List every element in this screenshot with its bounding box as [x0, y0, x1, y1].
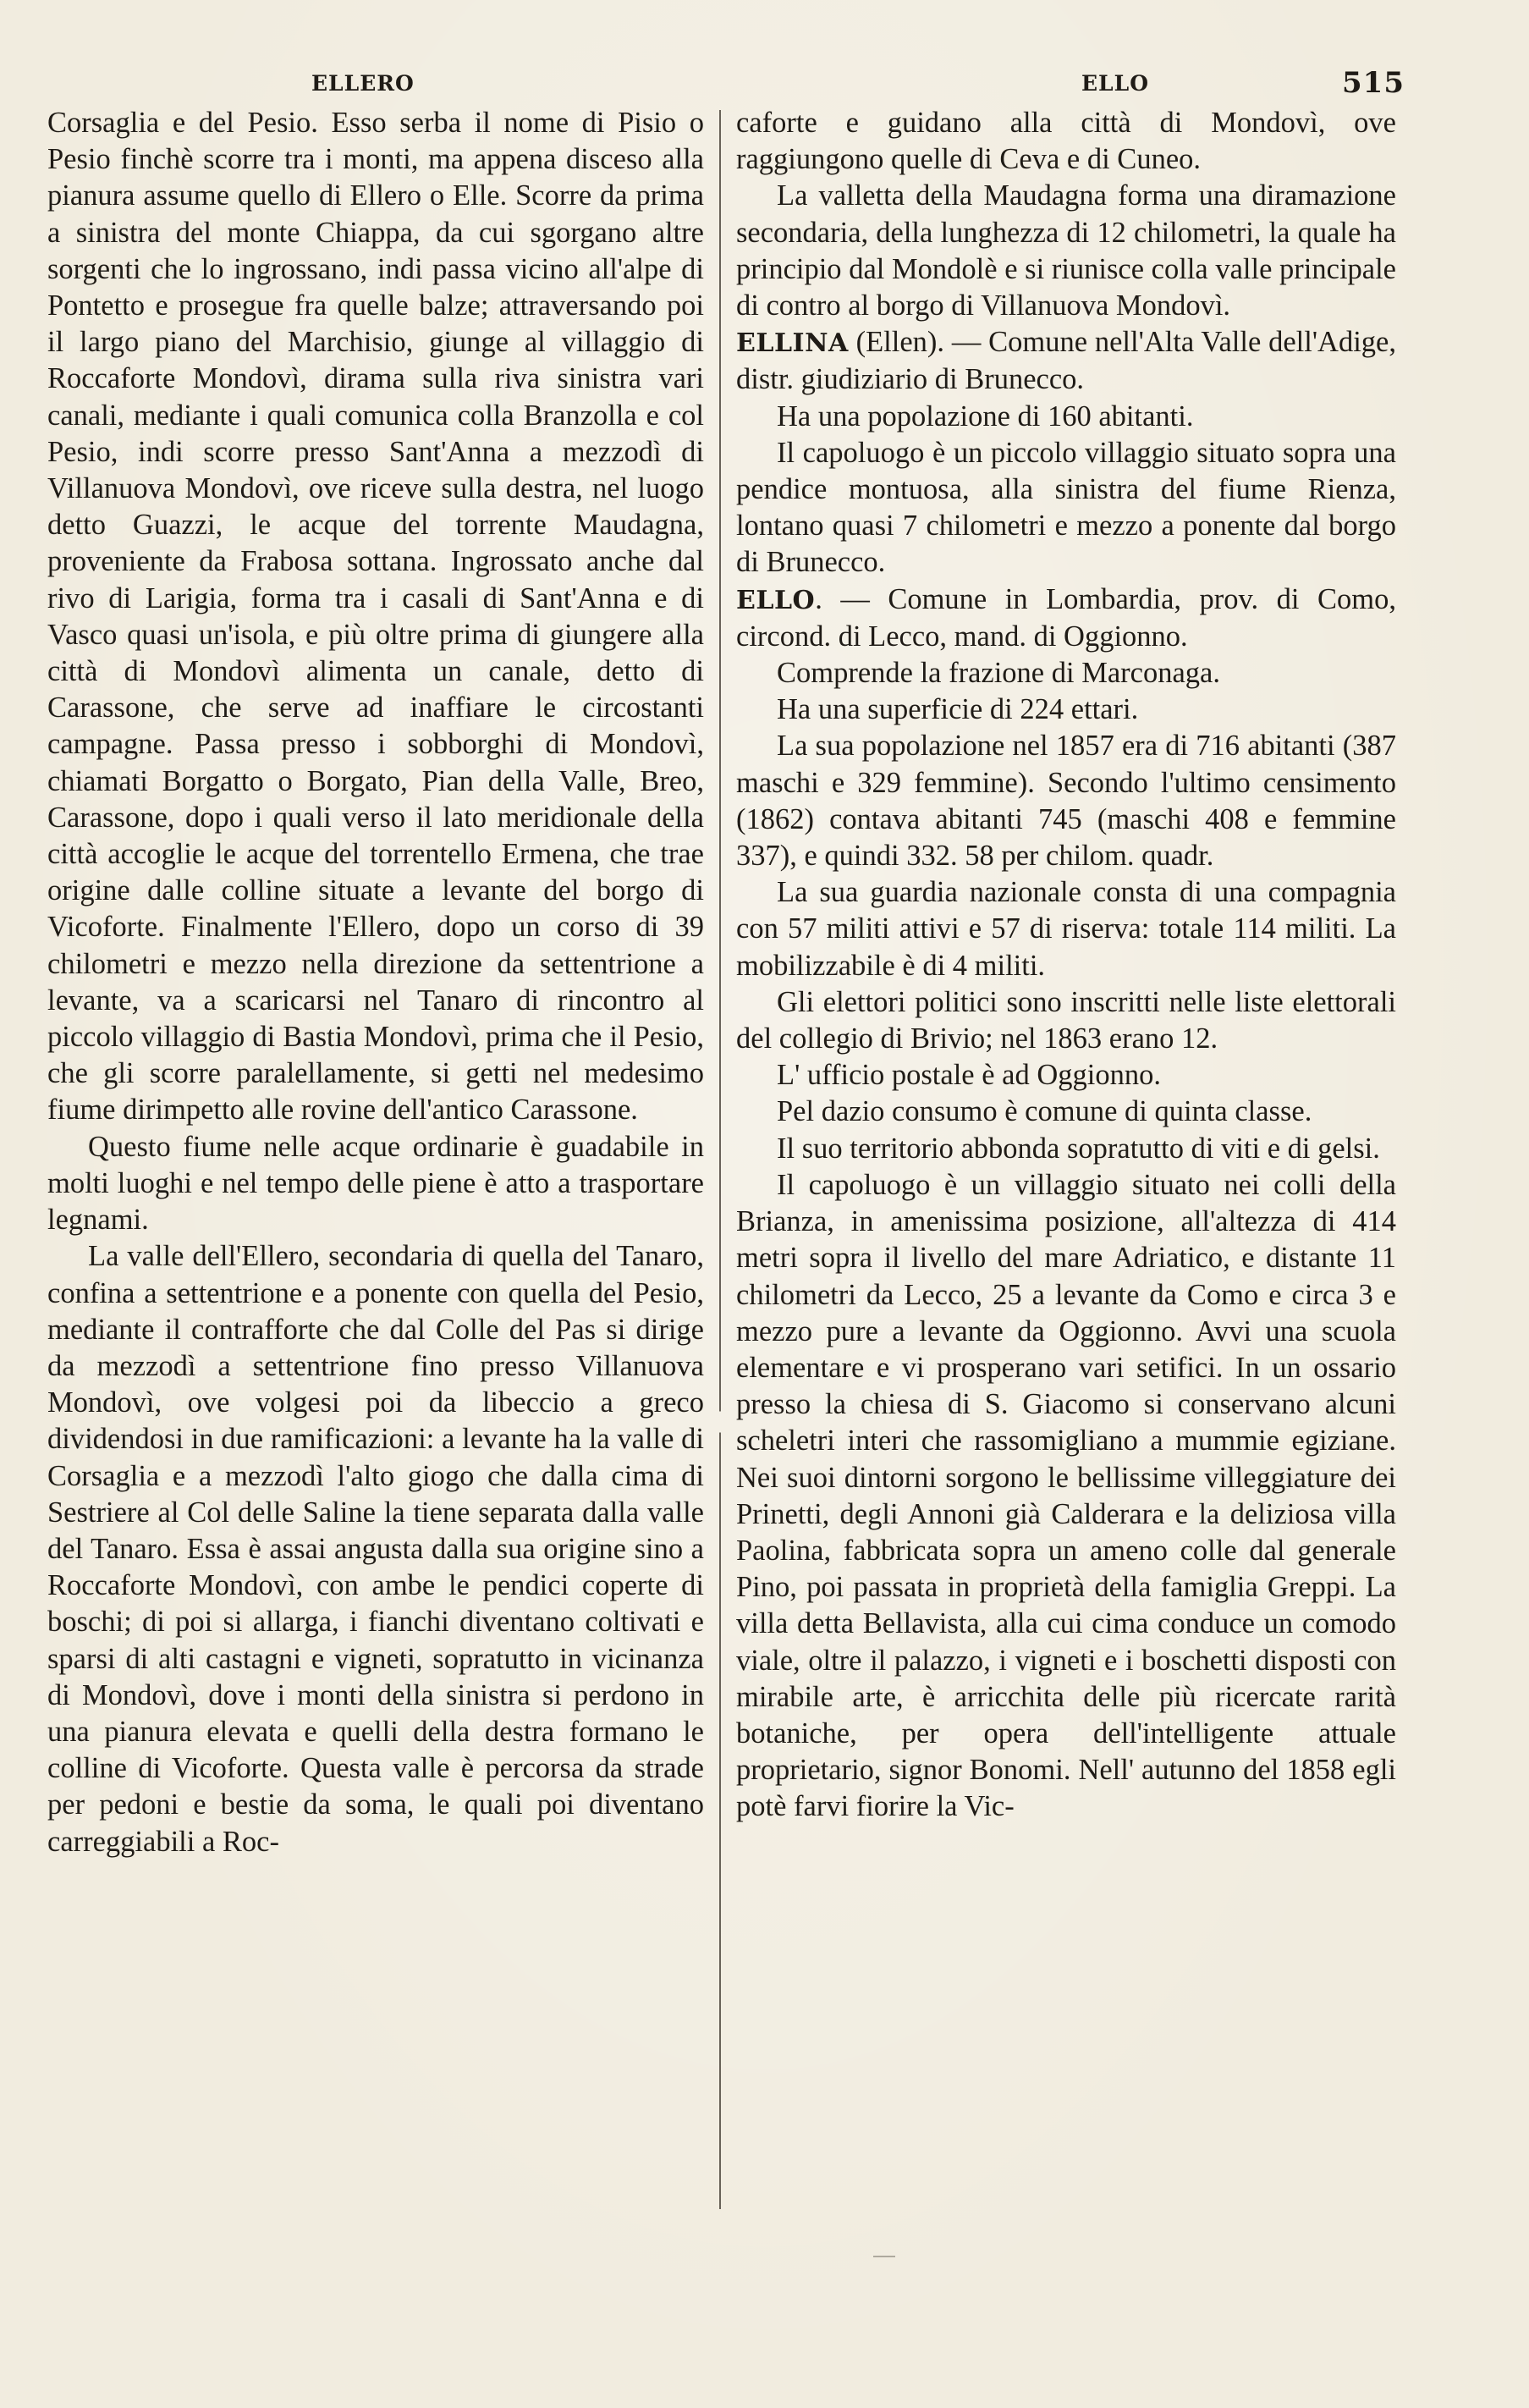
- paragraph: Ha una superficie di 224 ettari.: [777, 693, 1139, 726]
- print-mark: [873, 2256, 895, 2257]
- headword-ellina: ELLINA: [736, 328, 849, 359]
- entry-ello: [736, 581, 1396, 655]
- entry-ello-text: . — Comune in Lombardia, prov. di Como, circond. di Lecco, mand. di Oggionno.: [736, 582, 1396, 653]
- headword-ello: ELLO: [736, 585, 816, 615]
- paragraph: Ha una popolazione di 160 abitanti.: [777, 399, 1194, 433]
- paragraph: Questo fiume nelle acque ordinarie è guadabile in molti luoghi e nel tempo delle piene è atto a trasportare legnami.: [47, 1130, 704, 1237]
- paragraph: Il suo territorio abbonda sopratutto di viti e di gelsi.: [777, 1132, 1380, 1165]
- paragraph: caforte e guidano alla città di Mondovì, ove raggiungono quelle di Ceva e di Cuneo.: [736, 107, 1396, 176]
- left-column: [47, 105, 704, 1860]
- paragraph: L' ufficio postale è ad Oggionno.: [777, 1059, 1161, 1092]
- right-column: [736, 105, 1396, 1826]
- paragraph: La valle dell'Ellero, secondaria di quella del Tanaro, confina a settentrione e a ponente con quella del Pesio, mediante il contrafforte che dal Colle del Pas si dirige da mezzodì a settentrione fino presso Villanuova Mondovì, ove volgesi poi da libeccio a greco dividendosi in due ramificazioni: a levante ha la valle di Corsaglia e a mezzodì l'alto giogo che dalla cima di Sestriere al Col delle Saline la tiene separata dalla valle del Tanaro. Essa è assai angusta dalla sua origine sino a Roccaforte Mondovì, con ambe le pendici coperte di boschi; di poi si allarga, i fianchi diventano coltivati e sparsi di alti castagni e vigneti, sopratutto in vicinanza di Mondovì, dove i monti della sinistra si perdono in una pianura elevata e quelli della destra formano le colline di Vicoforte. Questa valle è percorsa da strade per pedoni e bestie da soma, le quali poi diventano carreggiabili a Roc-: [47, 1240, 704, 1858]
- paragraph: Gli elettori politici sono inscritti nelle liste elettorali del collegio di Brivio; nel 1863 erano 12.: [736, 985, 1396, 1055]
- paragraph: Il capoluogo è un villaggio situato nei colli della Brianza, in amenissima posizione, all'altezza di 414 metri sopra il livello del mare Adriatico, e distante 11 chilometri da Lecco, 25 a levante da Como e circa 3 e mezzo pure a levante da Oggionno. Avvi una scuola elementare e vi prosperano vari setifici. In un ossario presso la chiesa di S. Giacomo si conservano alcuni scheletri interi che rassomigliano a mummie egiziane. Nei suoi dintorni sorgono le bellissime villeggiature dei Prinetti, degli Annoni già Calderara e la deliziosa villa Paolina, fabbricata sopra un ameno colle dal generale Pino, poi passata in proprietà della famiglia Greppi. La villa detta Bellavista, alla cui cima conduce un comodo viale, oltre il palazzo, i vigneti e i boschetti disposti con mirabile arte, è arricchita delle più ricercate rarità botaniche, per opera dell'intelligente attuale proprietario, signor Bonomi. Nell' autunno del 1858 egli potè farvi fiorire la Vic-: [736, 1168, 1396, 1823]
- paragraph: Il capoluogo è un piccolo villaggio situato sopra una pendice montuosa, alla sinistra del fiume Rienza, lontano quasi 7 chilometri e mezzo a ponente dal borgo di Brunecco.: [736, 436, 1396, 579]
- column-divider: [719, 110, 721, 2209]
- entry-ellina-text: (Ellen). — Comune nell'Alta Valle dell'Adige, distr. giudiziario di Brunecco.: [736, 326, 1396, 396]
- paragraph: Comprende la frazione di Marconaga.: [777, 657, 1220, 690]
- paragraph: La valletta della Maudagna forma una diramazione secondaria, della lunghezza di 12 chilometri, la quale ha principio dal Mondolè e si riunisce colla valle principale di contro al borgo di Villanuova Mondovì.: [736, 179, 1396, 322]
- paragraph: La sua guardia nazionale consta di una compagnia con 57 militi attivi e 57 di riserva: totale 114 militi. La mobilizzabile è di 4 militi.: [736, 876, 1396, 982]
- running-head-center: ELLO: [1081, 71, 1149, 96]
- entry-ellina: [736, 324, 1396, 398]
- paragraph: Corsaglia e del Pesio. Esso serba il nome di Pisio o Pesio finchè scorre tra i monti, ma appena disceso alla pianura assume quello di Ellero o Elle. Scorre da prima a sinistra del monte Chiappa, da cui sgorgano altre sorgenti che lo ingrossano, indi passa vicino all'alpe di Pontetto e prosegue fra quelle balze; attraversando poi il largo piano del Marchisio, giunge al villaggio di Roccaforte Mondovì, dirama sulla riva sinistra vari canali, mediante i quali comunica colla Branzolla e col Pesio, indi scorre presso Sant'Anna a mezzodì di Villanuova Mondovì, ove riceve sulla destra, nel luogo detto Guazzi, le acque del torrente Maudagna, proveniente da Frabosa sottana. Ingrossato anche dal rivo di Larigia, forma tra i casali di Sant'Anna e di Vasco quasi un'isola, e più oltre prima di giungere alla città di Mondovì alimenta un canale, detto di Carassone, che serve ad inaffiare le circostanti campagne. Passa presso i sobborghi di Mondovì, chiamati Borgatto o Borgato, Pian della Valle, Breo, Carassone, dopo i quali verso il lato meridionale della città accoglie le acque del torrentello Ermena, che trae origine dalle colline situate a levante del borgo di Vicoforte. Finalmente l'Ellero, dopo un corso di 39 chilometri e mezzo nella direzione da settentrione a levante, va a scaricarsi nel Tanaro di rincontro al piccolo villaggio di Bastia Mondovì, prima che il Pesio, che gli scorre paralellamente, si getti nel medesimo fiume dirimpetto alle rovine dell'antico Carassone.: [47, 107, 704, 1127]
- paragraph: Pel dazio consumo è comune di quinta classe.: [777, 1095, 1312, 1128]
- paragraph: La sua popolazione nel 1857 era di 716 abitanti (387 maschi e 329 femmine). Secondo l'ultimo censimento (1862) contava abitanti 745 (maschi 408 e femmine 337), e quindi 332. 58 per chilom. quadr.: [736, 730, 1396, 873]
- running-head-left: ELLERO: [311, 71, 415, 96]
- page-number: 515: [1342, 66, 1405, 100]
